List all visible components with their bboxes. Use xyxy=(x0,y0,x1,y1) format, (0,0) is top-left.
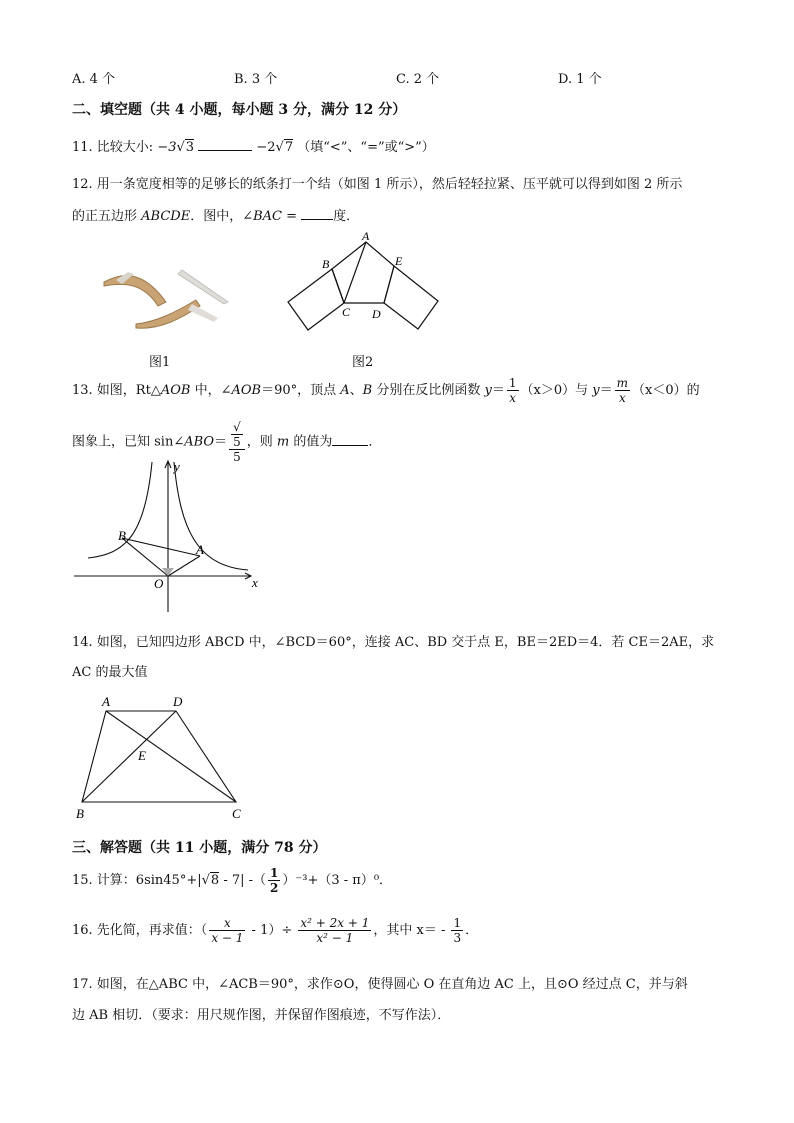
q14-label-c: C xyxy=(232,806,241,821)
q13-f2-num: m xyxy=(616,376,629,390)
q13-label-b: B xyxy=(118,528,126,543)
figure2-caption: 图2 xyxy=(352,355,374,370)
q16-tail2: ． xyxy=(465,923,479,938)
q13-fraction-2 xyxy=(615,376,630,405)
q12-answer-blank xyxy=(301,207,333,220)
q13-eq1: ＝ xyxy=(491,383,505,398)
q13-text-c: ＝90°，顶点 xyxy=(261,383,341,398)
question-15 xyxy=(72,866,392,896)
q13-abo: ABO xyxy=(184,434,215,450)
q13-fraction-1 xyxy=(507,376,519,405)
q13-label-y: y xyxy=(174,459,180,474)
q16-f1-den: x − 1 xyxy=(211,931,244,945)
figure2-pentagon-diagram xyxy=(284,228,444,340)
q13-y2: y xyxy=(592,383,600,398)
q13-y1: y xyxy=(484,383,492,398)
q15-mid: - 7| -（ xyxy=(219,873,267,888)
q14-line2: AC 的最大值 xyxy=(72,665,148,680)
q13-text-d: 、 xyxy=(349,383,363,398)
q16-fraction-1 xyxy=(209,916,245,945)
question-16 xyxy=(72,914,478,948)
fig2-label-d: D xyxy=(372,307,381,321)
q13-text-e: 分别在反比例函数 xyxy=(372,383,485,398)
q16-f1-num: x xyxy=(209,916,245,931)
q15-prefix: 15. 计算：6sin45°+| xyxy=(72,873,202,888)
q11-hint: （填“<”、“=”或“>”） xyxy=(297,140,435,155)
q11-left: −3 xyxy=(157,140,177,155)
q11-prefix: 11. 比较大小: xyxy=(72,140,158,155)
q15-tail: ）⁻³+（3 - π）⁰． xyxy=(282,873,393,888)
q13-triangle: AOB xyxy=(160,383,191,398)
q13-text-a: 13. 如图，Rt△ xyxy=(72,383,161,398)
q17-line1: 17. 如图，在△ABC 中，∠ACB＝90°，求作⊙O，使得圆心 O 在直角边 AC 上，且⊙O 经过点 C，并与斜 xyxy=(72,977,688,992)
q14-label-e: E xyxy=(138,748,146,763)
q13-f2-den: x xyxy=(618,391,626,405)
q12-text-d: 度． xyxy=(333,209,360,224)
fig2-label-a: A xyxy=(362,229,370,243)
q16-fraction-2 xyxy=(298,916,371,945)
q16-mid: - 1）÷ xyxy=(247,923,297,938)
q13-answer-blank xyxy=(332,433,368,446)
fig2-label-e: E xyxy=(395,254,403,268)
q14-label-b: B xyxy=(76,806,84,821)
q15-fden: 2 xyxy=(270,881,279,895)
q11-sqrt-sign: √ xyxy=(176,140,185,155)
q12-line2 xyxy=(72,205,359,224)
q11-sqrt-sign-2: √ xyxy=(275,140,284,155)
q13-point-b: B xyxy=(362,383,373,398)
q16-f3-num: 1 xyxy=(453,916,462,930)
q13-text-2a: 图象上，已知 sin∠ xyxy=(72,434,185,450)
q13-label-o: O xyxy=(154,576,164,591)
q11-answer-blank xyxy=(198,138,252,151)
option-d: D. 1 个 xyxy=(558,72,602,87)
q11-right: −2 xyxy=(256,140,276,155)
q15-fraction xyxy=(268,866,280,895)
figure1-caption: 图1 xyxy=(149,355,171,370)
q12-angle: BAC xyxy=(253,209,282,224)
q11-right-radicand: 7 xyxy=(284,140,294,155)
q13-label-x: x xyxy=(252,575,258,590)
q15-radicand: 8 xyxy=(210,873,220,888)
q13-f1-num: 1 xyxy=(508,376,517,390)
q16-prefix: 16. 先化简，再求值：（ xyxy=(72,923,208,938)
q14-label-a: A xyxy=(102,694,110,709)
q12-line1: 12. 用一条宽度相等的足够长的纸条打一个结（如图 1 所示），然后轻轻拉紧、压平就可以得到如图 2 所示 xyxy=(72,177,683,192)
q13-m: m xyxy=(276,434,290,450)
q13-cond2: （x＜0）的 xyxy=(632,383,700,398)
q14-line1: 14. 如图，已知四边形 ABCD 中，∠BCD＝60°，连接 AC、BD 交于点 E，BE＝2ED＝4．若 CE＝2AE，求 xyxy=(72,635,715,650)
q14-label-d: D xyxy=(173,694,183,709)
q13-text-2c: ，则 xyxy=(246,434,277,450)
q13-sin-radicand: 5 xyxy=(233,435,241,449)
q15-sqrt-sign: √ xyxy=(201,873,210,888)
q13-text-2e: ． xyxy=(368,434,382,450)
question-11 xyxy=(72,136,435,155)
q13-text-2d: 的值为 xyxy=(289,434,333,450)
q13-text-b: 中，∠ xyxy=(190,383,232,398)
q12-pentagon: ABCDE xyxy=(141,209,191,224)
option-c: C. 2 个 xyxy=(396,72,440,87)
q16-f3-den: 3 xyxy=(453,931,462,945)
fig2-label-c: C xyxy=(342,305,351,319)
q16-f2-num: x² + 2x + 1 xyxy=(300,916,370,930)
q16-f2-den: x² − 1 xyxy=(316,931,354,945)
q16-fraction-3 xyxy=(451,916,463,945)
q13-angle: AOB xyxy=(231,383,262,398)
q13-f1-den: x xyxy=(509,391,517,405)
q17-line2: 边 AB 相切．（要求：用尺规作图，并保留作图痕迹，不写作法）． xyxy=(72,1008,451,1023)
q12-text-a: 的正五边形 xyxy=(72,209,142,224)
q16-tail1: ，其中 x＝ - xyxy=(373,923,450,938)
q13-eq2: ＝ xyxy=(599,383,613,398)
q12-text-c: = xyxy=(281,209,302,224)
q13-line1 xyxy=(72,376,700,406)
q13-point-a: A xyxy=(340,383,350,398)
fig2-label-b: B xyxy=(322,257,330,271)
section3-title: 三、解答题（共 11 小题，满分 78 分） xyxy=(72,840,327,856)
option-a: A. 4 个 xyxy=(72,72,116,87)
q13-sin-den: 5 xyxy=(233,450,241,464)
q11-left-radicand: 3 xyxy=(185,140,195,155)
q13-cond1: （x＞0）与 xyxy=(520,383,593,398)
q13-graph xyxy=(70,456,270,616)
q13-sin-num: √ 5 xyxy=(229,420,245,450)
q14-quadrilateral xyxy=(72,692,252,822)
q15-fnum: 1 xyxy=(270,866,279,880)
section2-title: 二、填空题（共 4 小题，每小题 3 分，满分 12 分） xyxy=(72,102,407,118)
option-b: B. 3 个 xyxy=(234,72,278,87)
figure1-paper-knot xyxy=(96,262,236,342)
q13-label-a: A xyxy=(196,542,204,557)
q13-text-2b: ＝ xyxy=(214,434,228,450)
q12-text-b: ．图中，∠ xyxy=(190,209,254,224)
